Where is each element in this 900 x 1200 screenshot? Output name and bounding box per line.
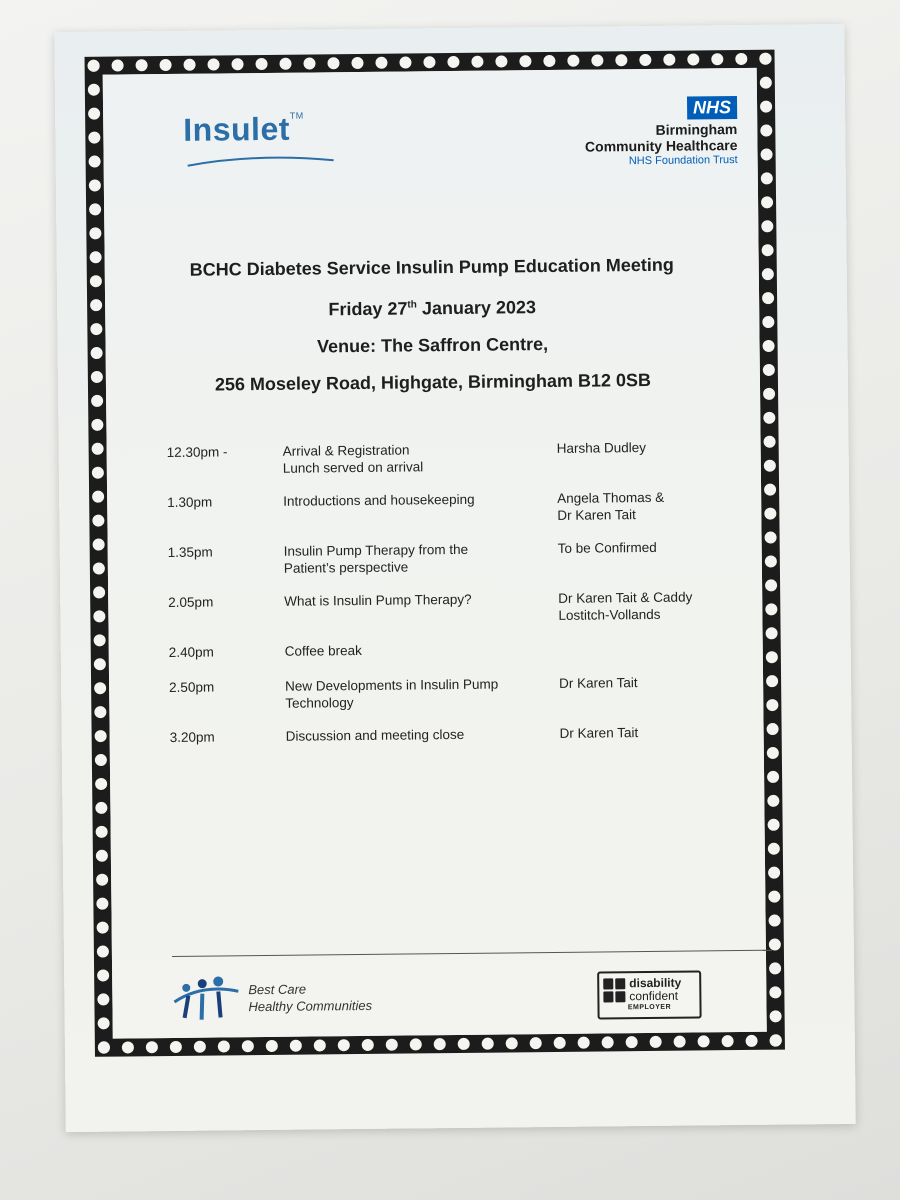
insulet-swoosh-icon: [186, 154, 336, 170]
org-name-line2: Community Healthcare: [584, 137, 738, 155]
agenda-time: 1.35pm: [167, 544, 213, 561]
bestcare-line1: Best Care: [248, 981, 307, 998]
insulet-tm: TM: [289, 110, 304, 121]
agenda-speaker: Harsha Dudley: [556, 439, 647, 456]
agenda-row: [170, 723, 750, 779]
flyer-content: [103, 68, 767, 1039]
dc-line1: disability: [629, 975, 682, 991]
agenda-row: [168, 538, 748, 594]
agenda-speaker: Dr Karen Tait & Caddy Lostitch-Vollands: [558, 589, 693, 623]
bestcare-logo: [172, 972, 372, 1024]
agenda-topic: New Developments in Insulin Pump Technology: [285, 676, 499, 711]
agenda-topic: Insulin Pump Therapy from the Patient’s perspective: [283, 541, 469, 576]
agenda-row: [167, 438, 747, 494]
agenda-speaker: To be Confirmed: [557, 539, 657, 556]
agenda-speaker: Dr Karen Tait: [559, 675, 638, 691]
agenda-list: [167, 438, 750, 779]
agenda-topic: Arrival & Registration Lunch served on arrival: [282, 442, 424, 476]
agenda-topic: Coffee break: [284, 642, 362, 659]
agenda-row: [167, 488, 747, 544]
agenda-topic: What is Insulin Pump Therapy?: [284, 591, 472, 609]
event-venue: Venue: The Saffron Centre,: [316, 334, 549, 357]
nhs-badge: NHS: [687, 96, 737, 120]
insulet-logo-text: Insulet: [183, 110, 291, 148]
agenda-speaker: Dr Karen Tait: [559, 725, 639, 741]
agenda-time: 1.30pm: [167, 494, 213, 511]
agenda-topic: Introductions and housekeeping: [283, 491, 475, 509]
people-figures-icon: [172, 973, 243, 1024]
agenda-time: 2.50pm: [169, 679, 215, 695]
nhs-logo-block: [584, 96, 737, 169]
org-name-line1: Birmingham: [655, 121, 738, 138]
agenda-row: [169, 673, 749, 729]
disability-confident-badge: [597, 970, 701, 1019]
event-heading: [105, 246, 761, 405]
agenda-time: 2.05pm: [168, 594, 214, 611]
bestcare-line2: Healthy Communities: [248, 997, 373, 1015]
agenda-time: 3.20pm: [169, 729, 215, 745]
dc-line3: EMPLOYER: [627, 1003, 672, 1012]
event-date: Friday 27th January 2023: [328, 297, 537, 320]
event-address: 256 Moseley Road, Highgate, Birmingham B12 0SB: [214, 369, 652, 395]
agenda-topic: Discussion and meeting close: [285, 726, 465, 744]
dc-line2: confident: [629, 988, 679, 1004]
agenda-time: 2.40pm: [168, 644, 214, 661]
agenda-row: [168, 588, 748, 644]
accessibility-icons: [603, 978, 625, 1002]
flyer-paper: [54, 24, 855, 1132]
footer-divider: [172, 950, 772, 957]
insulet-logo: [183, 111, 304, 149]
event-title: BCHC Diabetes Service Insulin Pump Education Meeting: [189, 254, 674, 280]
agenda-time: 12.30pm -: [166, 444, 228, 461]
agenda-speaker: Angela Thomas & Dr Karen Tait: [557, 489, 665, 523]
org-name-line3: NHS Foundation Trust: [628, 154, 738, 168]
